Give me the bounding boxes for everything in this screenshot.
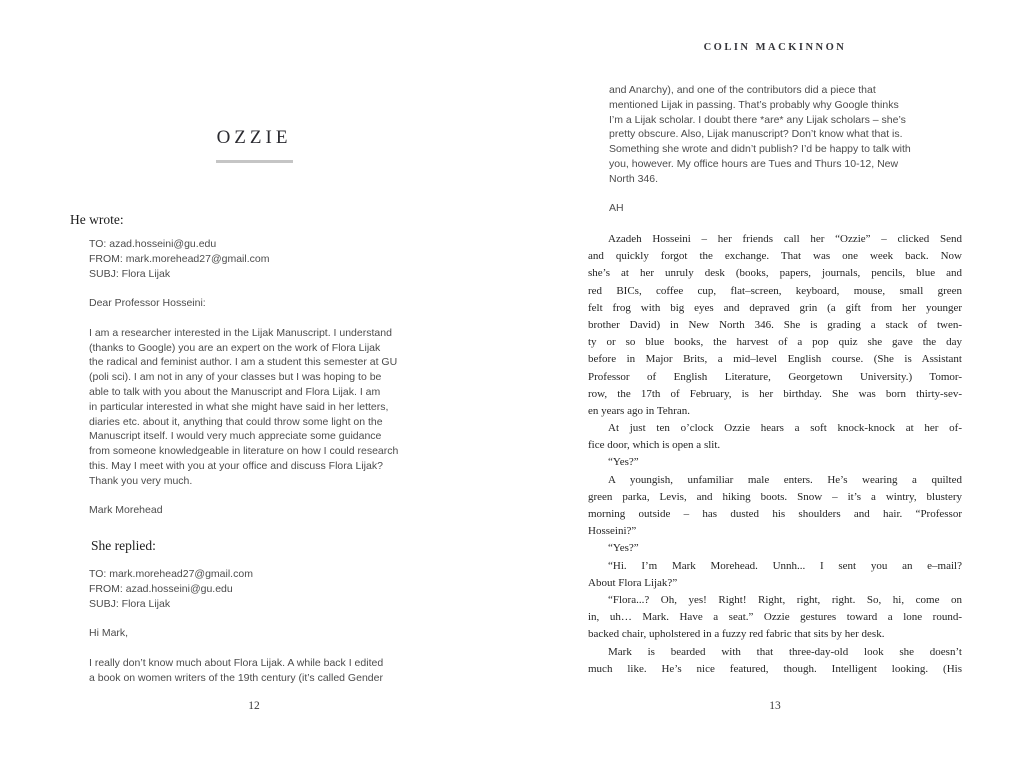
- text-line: in, uh… Mark. Have a seat.” Ozzie gestures toward a lone round-: [588, 611, 962, 624]
- text-line: I’m a Lijak scholar. I doubt there *are* any Lijak scholars – she’s: [609, 113, 906, 126]
- she-replied-label: She replied:: [91, 538, 156, 553]
- paragraph: [588, 540, 962, 557]
- text-line: TO: azad.hosseini@gu.edu: [89, 238, 217, 250]
- text-line: she’s at her unruly desk (books, papers, journals, pencils, blue and: [588, 267, 962, 280]
- email-headers: [89, 567, 449, 611]
- paragraph: [588, 592, 962, 644]
- spacer: [89, 641, 449, 656]
- email-body: [89, 326, 449, 489]
- email-body: [609, 83, 969, 187]
- right-page: [512, 0, 1024, 768]
- text-line: felt frog with big eyes and depraved grin (a gift from her younger: [588, 301, 962, 314]
- text-line: At just ten o’clock Ozzie hears a soft knock-knock at her of-: [608, 422, 962, 435]
- chapter-title: OZZIE: [216, 127, 292, 148]
- chapter-heading: [68, 127, 440, 163]
- text-line: Mark is bearded with that three-day-old look she doesn’t: [608, 645, 962, 658]
- text-line: backed chair, upholstered in a fuzzy red fabric that sits by her desk.: [588, 628, 885, 641]
- text-line: SUBJ: Flora Lijak: [89, 267, 171, 280]
- text-line: “Flora...? Oh, yes! Right! Right, right, right. So, hi, come on: [608, 593, 962, 606]
- text-line: green parka, Levis, and hiking boots. Snow – it’s a wintry, blustery: [588, 490, 962, 503]
- left-page-content: [68, 0, 440, 768]
- text-line: Something she wrote and didn’t publish? I’d be happy to talk with: [609, 143, 911, 156]
- email-from-azadeh: [89, 567, 449, 685]
- paragraph: [588, 454, 962, 471]
- text-line: able to talk with you about the Manuscript and Flora Lijak. I am: [89, 385, 381, 398]
- text-line: “Yes?”: [608, 456, 639, 469]
- text-line: FROM: azad.hosseini@gu.edu: [89, 582, 233, 595]
- email-signature: AH: [609, 202, 624, 215]
- text-line: “Yes?”: [608, 542, 639, 555]
- text-line: North 346.: [609, 172, 659, 185]
- email-signature: Mark Morehead: [89, 504, 163, 517]
- narrative-text: [588, 231, 962, 678]
- spacer: [89, 311, 449, 326]
- text-line: and Anarchy), and one of the contributors did a piece that: [609, 84, 876, 96]
- text-line: fice door, which is open a slit.: [588, 439, 721, 452]
- text-line: brother David) in New North 346. She is grading a stack of twen-: [588, 318, 962, 331]
- text-line: Hosseini?”: [588, 525, 637, 538]
- text-line: mentioned Lijak in passing. That’s probably why Google thinks: [609, 98, 899, 111]
- text-line: ty or so blue books, the harvest of a pop quiz she gave the day: [588, 336, 962, 349]
- text-line: Azadeh Hosseini – her friends call her “Ozzie” – clicked Send: [608, 233, 962, 245]
- text-line: SUBJ: Flora Lijak: [89, 597, 171, 610]
- paragraph: [588, 420, 962, 454]
- spacer: [89, 281, 449, 296]
- text-line: and quickly forgot the exchange. That was one week back. Now: [588, 250, 962, 263]
- page-number-left: 12: [248, 700, 260, 712]
- text-line: from someone knowledgeable in literature on how I could research: [89, 445, 399, 458]
- paragraph: [588, 231, 962, 420]
- text-line: Professor of English Literature, Georgetown University.) Tomor-: [588, 370, 962, 383]
- running-header-author: COLIN MACKINNON: [703, 42, 847, 53]
- email-salutation: Dear Professor Hosseini:: [89, 297, 206, 310]
- text-line: (thanks to Google) you are an expert on the work of Flora Lijak: [89, 341, 381, 354]
- email-body: [89, 656, 449, 686]
- paragraph: [588, 472, 962, 541]
- text-line: I really don’t know much about Flora Lijak. A while back I edited: [89, 656, 384, 669]
- text-line: in particular interested in what she might have said in her letters,: [89, 400, 389, 413]
- text-line: TO: mark.morehead27@gmail.com: [89, 568, 253, 580]
- email-headers: [89, 237, 449, 281]
- text-line: a book on women writers of the 19th century (it’s called Gender: [89, 671, 383, 684]
- spacer: [89, 611, 449, 626]
- paragraph: [588, 558, 962, 592]
- text-line: much like. He’s nice featured, though. Intelligent looking. (His: [588, 662, 962, 675]
- text-line: “Hi. I’m Mark Morehead. Unnh... I sent you an e–mail?: [608, 559, 962, 572]
- text-line: en years ago in Tehran.: [588, 404, 690, 417]
- page-number-right: 13: [769, 700, 781, 712]
- text-line: this. May I meet with you at your office and discuss Flora Lijak?: [89, 459, 383, 472]
- text-line: About Flora Lijak?”: [588, 576, 678, 589]
- spacer: [89, 489, 449, 504]
- text-line: you, however. My office hours are Tues and Thurs 10-12, New: [609, 157, 899, 170]
- he-wrote-label: He wrote:: [70, 212, 124, 227]
- email-salutation: Hi Mark,: [89, 627, 129, 640]
- text-line: morning outside – has dusted his shoulders and hair. “Professor: [588, 508, 962, 520]
- text-line: I am a researcher interested in the Lijak Manuscript. I understand: [89, 326, 392, 339]
- right-page-content: [588, 0, 962, 768]
- text-line: Manuscript itself. I would very much appreciate some guidance: [89, 430, 382, 443]
- title-rule-divider: [216, 160, 293, 163]
- text-line: row, the 17th of February, is her birthday. She was born thirty-sev-: [588, 387, 962, 400]
- text-line: Thank you very much.: [89, 474, 193, 487]
- email-from-mark: [89, 237, 449, 518]
- paragraph: [588, 644, 962, 678]
- text-line: before in Major Brits, a mid–level English course. (She is Assistant: [588, 353, 962, 366]
- text-line: the radical and feminist author. I am a student this semester at GU: [89, 356, 398, 369]
- text-line: diaries etc. about it, anything that could throw some light on the: [89, 415, 383, 428]
- text-line: red BICs, coffee cup, flat–screen, keyboard, mouse, small green: [588, 284, 962, 297]
- text-line: (poli sci). I am not in any of your classes but I was hoping to be: [89, 371, 382, 384]
- text-line: A youngish, unfamiliar male enters. He’s wearing a quilted: [608, 473, 962, 486]
- text-line: FROM: mark.morehead27@gmail.com: [89, 252, 270, 265]
- email-continuation: [609, 83, 969, 216]
- text-line: pretty obscure. Also, Lijak manuscript? Don’t know what that is.: [609, 128, 903, 141]
